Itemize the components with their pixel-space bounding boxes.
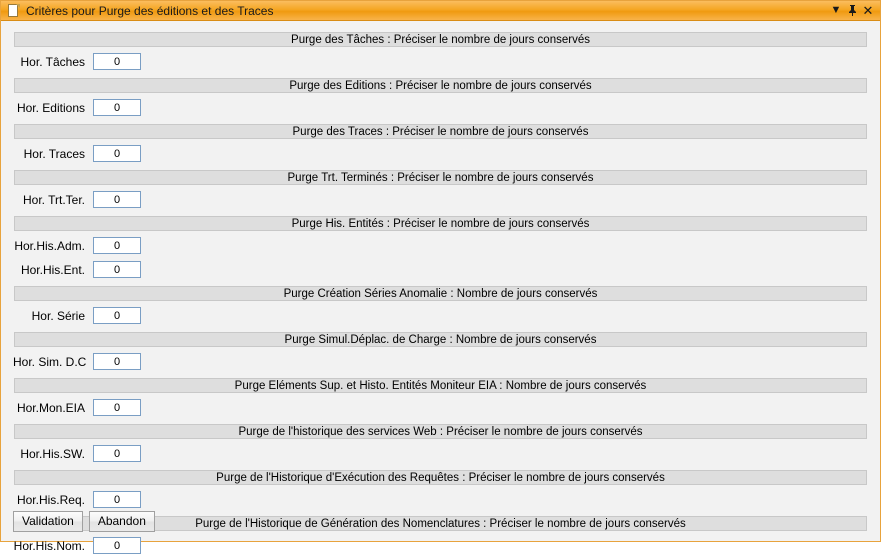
field-label: Hor. Trt.Ter.: [22, 192, 85, 207]
section-header: Purge des Editions : Préciser le nombre de jours conservés: [14, 78, 867, 93]
section-header: Purge des Tâches : Préciser le nombre de jours conservés: [14, 32, 867, 47]
field-row: [13, 259, 868, 280]
field-row: [13, 397, 868, 418]
field-row: [13, 51, 868, 72]
field-label: Hor.Mon.EIA: [16, 400, 85, 415]
field-label: Hor. Série: [31, 308, 85, 323]
field-row: [13, 189, 868, 210]
field-row: [13, 443, 868, 464]
hor-his-ent-input[interactable]: [93, 261, 141, 278]
footer-buttons: [13, 511, 155, 532]
section-header: Purge Trt. Terminés : Préciser le nombre de jours conservés: [14, 170, 867, 185]
field-row: [13, 351, 868, 372]
validation-button[interactable]: Validation: [13, 511, 83, 532]
close-icon[interactable]: ✕: [862, 3, 874, 18]
field-label: Hor.His.Nom.: [13, 538, 85, 553]
hor-traces-input[interactable]: [93, 145, 141, 162]
hor-his-adm-input[interactable]: [93, 237, 141, 254]
window-client-area: [1, 22, 880, 553]
section-header: Purge Eléments Sup. et Histo. Entités Moniteur EIA : Nombre de jours conservés: [14, 378, 867, 393]
section-header: Purge His. Entités : Préciser le nombre de jours conservés: [14, 216, 867, 231]
pin-icon-glyph: [848, 5, 857, 16]
field-label: Hor. Traces: [23, 146, 85, 161]
document-icon: [8, 4, 21, 18]
field-row: [13, 535, 868, 556]
pin-icon[interactable]: [844, 3, 860, 19]
hor-sim-dc-input[interactable]: [93, 353, 141, 370]
hor-mon-eia-input[interactable]: [93, 399, 141, 416]
hor-trt-ter-input[interactable]: [93, 191, 141, 208]
section-header: Purge de l'Historique d'Exécution des Requêtes : Préciser le nombre de jours conservés: [14, 470, 867, 485]
field-row: [13, 305, 868, 326]
section-header: Purge des Traces : Préciser le nombre de jours conservés: [14, 124, 867, 139]
section-purge-trt-termines: [13, 170, 868, 210]
hor-his-req-input[interactable]: [93, 491, 141, 508]
field-row: [13, 235, 868, 256]
section-purge-simul-deplac-charge: [13, 332, 868, 372]
field-label: Hor.His.Adm.: [14, 238, 85, 253]
hor-his-nom-input[interactable]: [93, 537, 141, 554]
section-purge-moniteur-eia: [13, 378, 868, 418]
section-purge-editions: [13, 78, 868, 118]
window-titlebar[interactable]: [1, 1, 880, 21]
field-label: Hor. Editions: [16, 100, 85, 115]
chevron-down-icon[interactable]: ▼: [830, 4, 842, 16]
section-purge-taches: [13, 32, 868, 72]
field-label: Hor.His.Req.: [16, 492, 85, 507]
section-header: Purge Simul.Déplac. de Charge : Nombre de jours conservés: [14, 332, 867, 347]
section-purge-traces: [13, 124, 868, 164]
hor-editions-input[interactable]: [93, 99, 141, 116]
field-row: [13, 143, 868, 164]
section-header: Purge de l'historique des services Web : Préciser le nombre de jours conservés: [14, 424, 867, 439]
field-label: Hor.His.SW.: [20, 446, 85, 461]
hor-taches-input[interactable]: [93, 53, 141, 70]
field-label: Hor. Tâches: [20, 54, 85, 69]
section-header: Purge Création Séries Anomalie : Nombre de jours conservés: [14, 286, 867, 301]
window-title: Critères pour Purge des éditions et des Traces: [26, 3, 274, 18]
field-row: [13, 489, 868, 510]
field-label: Hor.His.Ent.: [20, 262, 85, 277]
hor-serie-input[interactable]: [93, 307, 141, 324]
section-purge-creation-series-anomalie: [13, 286, 868, 326]
field-row: [13, 97, 868, 118]
hor-his-sw-input[interactable]: [93, 445, 141, 462]
section-purge-historique-requetes: [13, 470, 868, 510]
abandon-button[interactable]: Abandon: [89, 511, 155, 532]
section-purge-his-entites: [13, 216, 868, 280]
section-header: Purge de l'Historique de Génération des Nomenclatures : Préciser le nombre de jours conservés: [14, 516, 867, 531]
field-label: Hor. Sim. D.C: [13, 354, 87, 369]
section-purge-historique-services-web: [13, 424, 868, 464]
